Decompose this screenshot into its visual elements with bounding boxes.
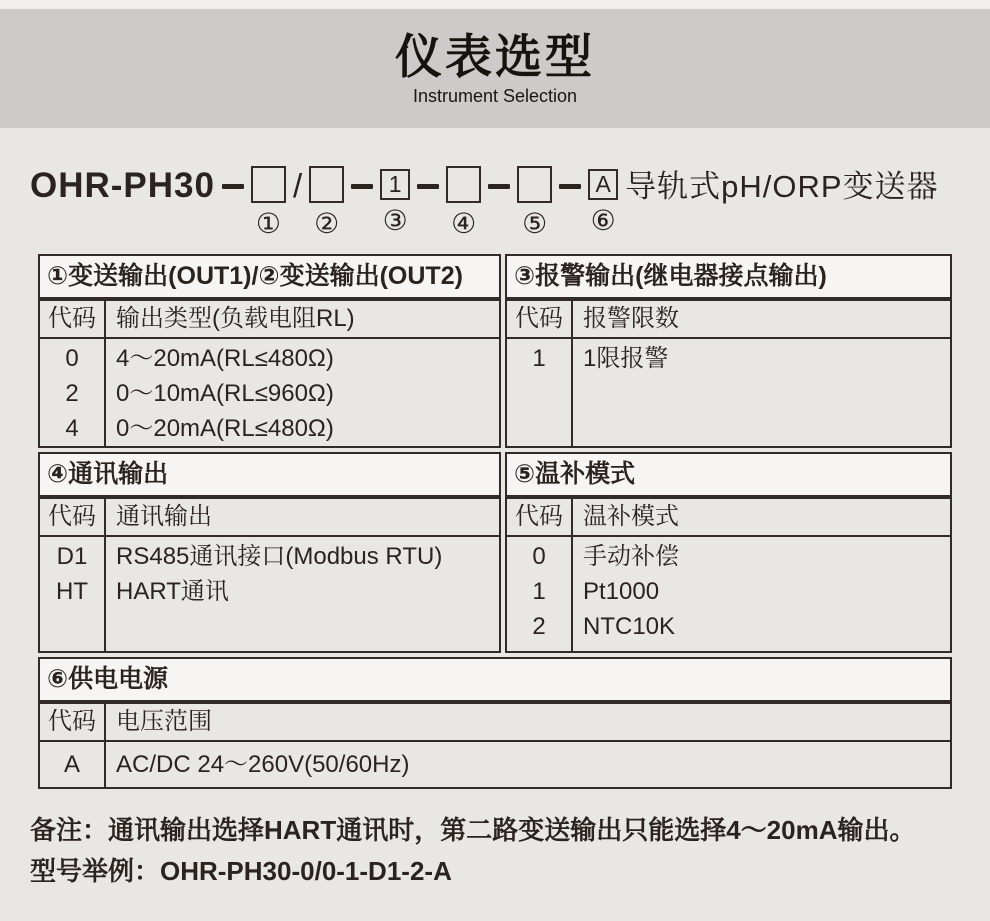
- data-area: [40, 537, 499, 651]
- desc-cell: 手动补偿: [583, 543, 679, 570]
- code-cell: A: [63, 751, 80, 778]
- desc-cell: RS485通讯接口(Modbus RTU): [116, 543, 443, 570]
- desc-cell: 4～20mA(RL≤480Ω): [116, 345, 334, 372]
- code-cell: 2: [65, 380, 79, 407]
- section-comm: [38, 452, 501, 653]
- section-body: [38, 702, 952, 789]
- table-row-b: [38, 452, 952, 653]
- column-header-row: [507, 301, 950, 339]
- data-area: [40, 742, 950, 787]
- section-alarm: [505, 254, 952, 448]
- table-row-c: [38, 657, 952, 789]
- section-body: [38, 299, 501, 448]
- slot-box-2: [309, 166, 344, 203]
- footer-notes: [30, 810, 960, 892]
- code-cell: 2: [532, 613, 546, 640]
- column-header-row: [40, 301, 499, 339]
- section-temp-comp: [505, 452, 952, 653]
- desc-column-header: 报警限数: [583, 305, 679, 332]
- slash-separator: /: [292, 167, 303, 204]
- desc-column-header: 通讯输出: [116, 503, 212, 530]
- section-body: [38, 497, 501, 653]
- section-title: ⑤温补模式: [505, 452, 952, 497]
- column-header-row: [40, 499, 499, 537]
- model-code-line: [30, 166, 972, 238]
- model-slot-6: [588, 166, 618, 235]
- dash-separator: [488, 184, 510, 189]
- slot-box-5: [517, 166, 552, 203]
- code-column-header: 代码: [40, 499, 106, 535]
- data-area: [40, 339, 499, 446]
- column-header-row: [40, 704, 950, 742]
- model-prefix: OHR-PH30: [30, 166, 215, 205]
- code-cell: 0: [65, 345, 79, 372]
- dash-separator: [222, 184, 244, 189]
- desc-column-header: 温补模式: [583, 503, 679, 530]
- desc-column-header: 输出类型(负载电阻RL): [116, 305, 355, 332]
- desc-cell: Pt1000: [583, 578, 660, 605]
- data-area: [507, 339, 950, 446]
- header-band: [0, 9, 990, 128]
- page-subtitle: Instrument Selection: [412, 85, 578, 106]
- section-power: [38, 657, 952, 789]
- section-body: [505, 497, 952, 653]
- page-title: 仪表选型: [395, 29, 595, 83]
- note-line-2: 型号举例：OHR-PH30-0/0-1-D1-2-A: [30, 856, 452, 886]
- code-column: [40, 537, 106, 651]
- note-line-1: 备注：通讯输出选择HART通讯时，第二路变送输出只能选择4～20mA输出。: [30, 815, 916, 845]
- slot-box-3: 1: [380, 169, 410, 200]
- model-slot-3: [380, 166, 410, 235]
- selection-tables: [38, 254, 952, 789]
- dash-separator: [559, 184, 581, 189]
- code-column-header: 代码: [40, 704, 106, 740]
- code-column: [507, 339, 573, 446]
- code-cell: 1: [532, 578, 546, 605]
- code-column: [40, 339, 106, 446]
- code-cell: 0: [532, 543, 546, 570]
- table-row-a: [38, 254, 952, 448]
- slot-box-1: [251, 166, 286, 203]
- slot-box-6: A: [588, 169, 618, 200]
- column-header-row: [507, 499, 950, 537]
- slot-number-6: ⑥: [590, 205, 616, 236]
- code-cell: 4: [65, 415, 79, 442]
- code-cell: HT: [56, 578, 88, 605]
- desc-column: [573, 339, 950, 446]
- code-column-header: 代码: [40, 301, 106, 337]
- slot-number-2: ②: [314, 208, 340, 239]
- code-cell: 1: [532, 345, 546, 372]
- code-column: [507, 537, 573, 651]
- section-title: ④通讯输出: [38, 452, 501, 497]
- desc-cell: HART通讯: [116, 578, 229, 605]
- desc-column: [106, 742, 950, 787]
- model-suffix: 导轨式pH/ORP变送器: [625, 169, 939, 204]
- code-column-header: 代码: [507, 301, 573, 337]
- desc-column: [106, 537, 499, 651]
- slot-number-1: ①: [255, 208, 282, 239]
- section-title: ③报警输出(继电器接点输出): [505, 254, 952, 299]
- dash-separator: [417, 184, 439, 189]
- desc-cell: AC/DC 24～260V(50/60Hz): [116, 751, 410, 778]
- model-slot-2: [309, 166, 344, 238]
- desc-column: [106, 339, 499, 446]
- code-column-header: 代码: [507, 499, 573, 535]
- model-slot-4: [446, 166, 481, 238]
- desc-cell: 1限报警: [583, 345, 669, 372]
- desc-cell: 0～10mA(RL≤960Ω): [116, 380, 334, 407]
- code-cell: D1: [56, 543, 88, 570]
- code-column: [40, 742, 106, 787]
- slot-number-5: ⑤: [522, 208, 548, 239]
- desc-column-header: 电压范围: [116, 708, 212, 735]
- desc-column: [573, 537, 950, 651]
- section-output12: [38, 254, 501, 448]
- top-strip: [0, 0, 990, 9]
- desc-cell: 0～20mA(RL≤480Ω): [116, 415, 334, 442]
- model-slot-5: [517, 166, 552, 238]
- section-title: ⑥供电电源: [38, 657, 952, 702]
- slot-box-4: [446, 166, 481, 203]
- slot-number-3: ③: [382, 205, 408, 236]
- dash-separator: [351, 184, 373, 189]
- data-area: [507, 537, 950, 651]
- slot-number-4: ④: [451, 208, 477, 239]
- section-body: [505, 299, 952, 448]
- desc-cell: NTC10K: [583, 613, 676, 640]
- model-slot-1: [251, 166, 286, 238]
- section-title: ①变送输出(OUT1)/②变送输出(OUT2): [38, 254, 501, 299]
